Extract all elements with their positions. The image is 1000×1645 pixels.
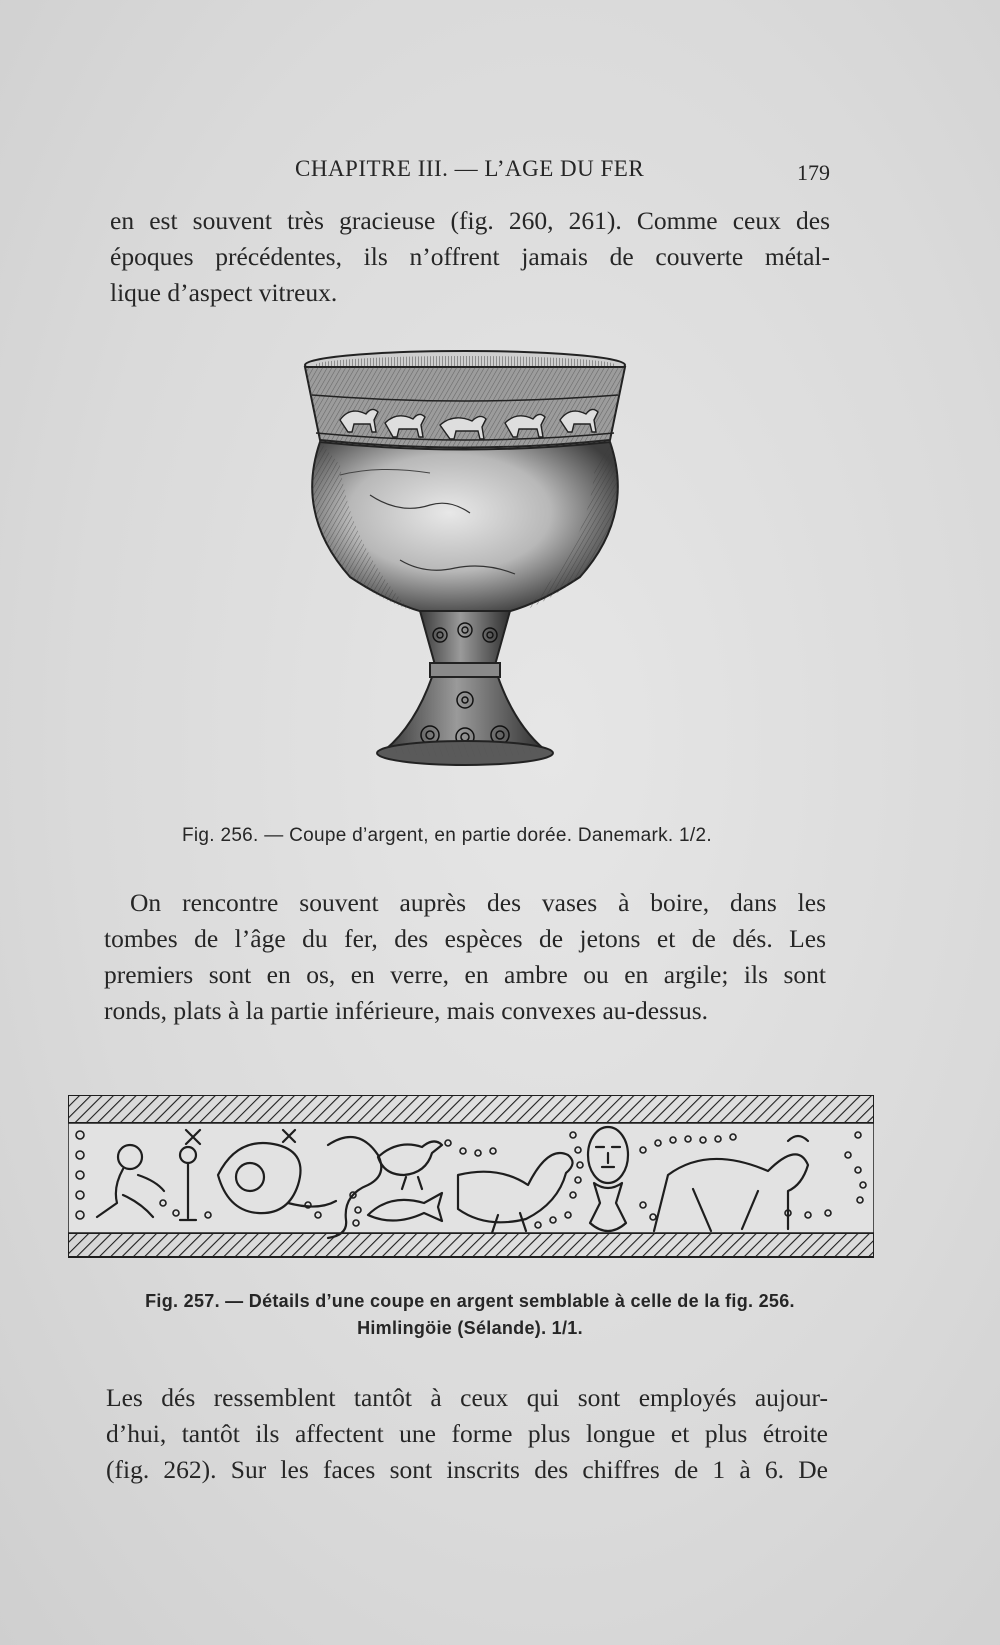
paragraph-line: époques précédentes, ils n’offrent jamais de couverte métal- [110, 242, 830, 271]
paragraph-line: (fig. 262). Sur les faces sont inscrits des chiffres de 1 à 6. De [106, 1455, 828, 1484]
running-header: CHAPITRE III. — L’AGE DU FER [295, 156, 645, 181]
paragraph-1 [110, 203, 830, 311]
page-number: 179 [797, 160, 830, 185]
figure-257-caption-line-1: Fig. 257. — Détails d’une coupe en argent semblable à celle de la fig. 256. [145, 1291, 795, 1311]
frieze-detail-illustration [68, 1095, 874, 1260]
figure-256-caption: Fig. 256. — Coupe d’argent, en partie dorée. Danemark. 1/2. [182, 825, 712, 846]
paragraph-line: tombes de l’âge du fer, des espèces de jetons et de dés. Les [104, 924, 826, 953]
paragraph-2 [104, 885, 826, 1029]
paragraph-3 [106, 1380, 828, 1488]
paragraph-line: en est souvent très gracieuse (fig. 260, 261). Comme ceux des [110, 206, 830, 235]
paragraph-line: d’hui, tantôt ils affectent une forme plus longue et plus étroite [106, 1419, 828, 1448]
paragraph-line: Les dés ressemblent tantôt à ceux qui sont employés aujour- [106, 1383, 828, 1412]
figure-257-caption-line-2: Himlingöie (Sélande). 1/1. [357, 1318, 583, 1338]
paragraph-line: On rencontre souvent auprès des vases à boire, dans les [130, 888, 826, 917]
paragraph-line: lique d’aspect vitreux. [110, 278, 338, 307]
silver-cup-illustration [280, 345, 660, 795]
paragraph-line: ronds, plats à la partie inférieure, mais convexes au-dessus. [104, 996, 709, 1025]
paragraph-line: premiers sont en os, en verre, en ambre ou en argile; ils sont [104, 960, 826, 989]
